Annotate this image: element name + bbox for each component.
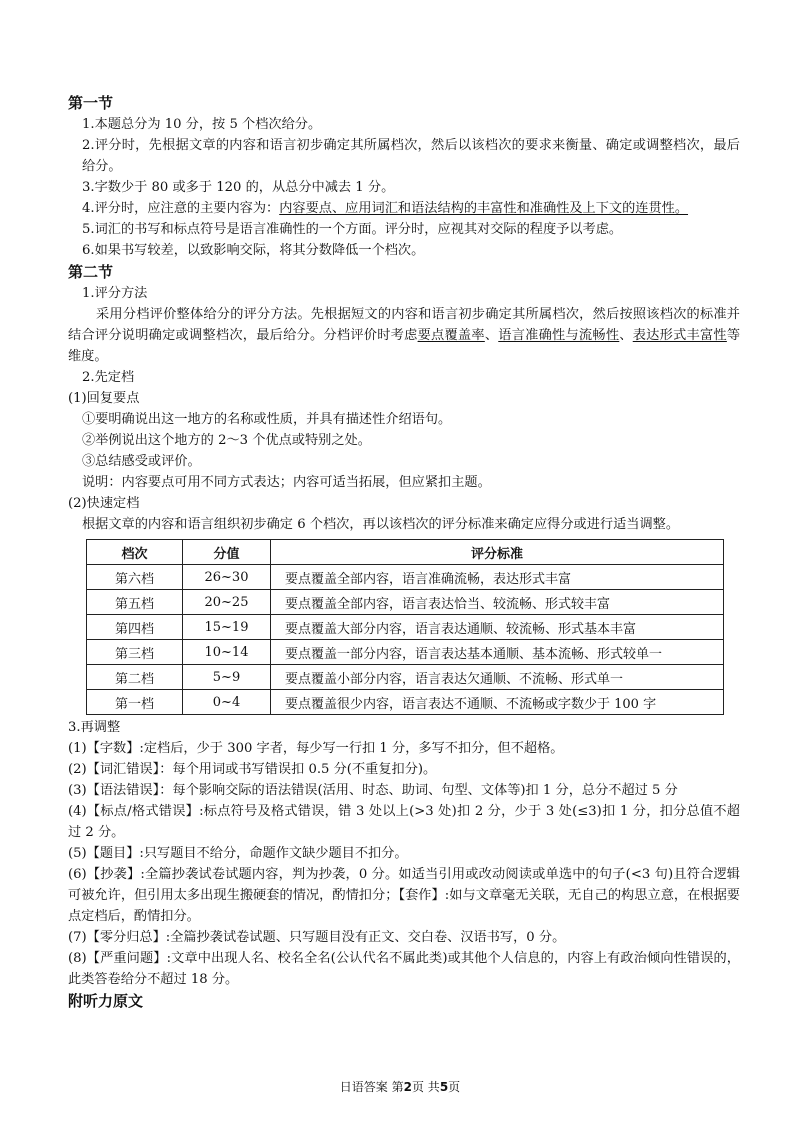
subheading-quick-grade: (2)快速定档 [68,496,140,511]
adjust-rule-7: (7)【零分归总】:全篇抄袭试卷试题、只写题目没有正文、交白卷、汉语书写，0 分。 [68,930,566,945]
score-cell: 5~9 [183,665,271,690]
separator: 、 [619,328,633,343]
table-header-row [87,540,724,565]
level-cell: 第六档 [87,565,183,590]
score-cell: 10~14 [183,640,271,665]
rule-4-underlined: 内容要点、应用词汇和语法结构的丰富性和准确性及上下文的连贯性。 [279,201,689,216]
adjust-rule-1: (1)【字数】:定档后，少于 300 字者，每少写一行扣 1 分，多写不扣分，但不超格。 [68,741,564,756]
method-text-end: 等维度。 [68,328,741,364]
level-cell: 第五档 [87,590,183,615]
rule-4 [68,198,740,219]
document-body [68,92,740,1012]
subheading-key-points: (1)回复要点 [68,391,140,406]
rule-2: 2.评分时，先根据文章的内容和语言初步确定其所属档次，然后以该档次的要求来衡量、确定或调整档次，最后给分。 [82,138,740,174]
method-text: 采用分档评价整体给分的评分方法。先根据短文的内容和语言初步确定其所属档次，然后按照该档次的标准并结合评分说明确定或调整档次，最后给分。分档评价时考虑 [68,307,740,343]
subheading-readjust: 3.再调整 [68,720,121,735]
rule-5: 5.词汇的书写和标点符号是语言准确性的一个方面。评分时，应视其对交际的程度予以考虑。 [82,222,623,237]
table-row [87,640,724,665]
section-3-title: 附听力原文 [68,992,144,1010]
level-cell: 第二档 [87,665,183,690]
page-number: 2 [403,1080,412,1094]
score-cell: 20~25 [183,590,271,615]
subheading-method: 1.评分方法 [82,286,148,301]
table-row [87,590,724,615]
adjust-rule-4: (4)【标点/格式错误】:标点符号及格式错误，错 3 处以上(>3 处)扣 2 分，少于 3 处(≤3)扣 1 分，扣分总值不超过 2 分。 [68,804,740,840]
subheading-grade-first: 2.先定档 [82,370,135,385]
rule-3: 3.字数少于 80 或多于 120 的，从总分中减去 1 分。 [82,180,395,195]
criteria-cell: 要点覆盖小部分内容，语言表达欠通顺、不流畅、形式单一 [271,665,724,690]
criteria-cell: 要点覆盖全部内容，语言准确流畅，表达形式丰富 [271,565,724,590]
rule-4-lead: 4.评分时，应注意的主要内容为： [82,201,280,216]
score-cell: 26~30 [183,565,271,590]
table-row [87,665,724,690]
header-level: 档次 [87,540,183,565]
score-cell: 15~19 [183,615,271,640]
table-row [87,615,724,640]
level-cell: 第三档 [87,640,183,665]
header-criteria: 评分标准 [271,540,724,565]
table-row [87,565,724,590]
dimension-accuracy: 语言准确性与流畅性 [498,328,620,343]
quick-grade-paragraph: 根据文章的内容和语言组织初步确定 6 个档次，再以该档次的评分标准来确定应得分或进行适当调整。 [82,517,680,532]
key-point-2: ②举例说出这个地方的 2～3 个优点或特别之处。 [82,433,371,448]
footer-suffix: 页 [448,1080,461,1094]
section-2-title: 第二节 [68,263,114,281]
rule-6: 6.如果书写较差，以致影响交际，将其分数降低一个档次。 [82,243,425,258]
footer-prefix: 日语答案 第 [339,1080,404,1094]
level-cell: 第四档 [87,615,183,640]
level-cell: 第一档 [87,690,183,715]
separator: 、 [484,328,499,343]
page-footer [0,1078,800,1095]
score-cell: 0~4 [183,690,271,715]
key-point-1: ①要明确说出这一地方的名称或性质，并具有描述性介绍语句。 [82,412,452,427]
adjust-rule-5: (5)【题目】:只写题目不给分，命题作文缺少题目不扣分。 [68,846,408,861]
criteria-cell: 要点覆盖大部分内容，语言表达通顺、较流畅、形式基本丰富 [271,615,724,640]
criteria-cell: 要点覆盖一部分内容，语言表达基本通顺、基本流畅、形式较单一 [271,640,724,665]
adjust-rule-8: (8)【严重问题】:文章中出现人名、校名全名(公认代名不属此类)或其他个人信息的，内容上有政治倾向性错误的，此类答卷给分不超过 18 分。 [68,951,740,987]
adjust-rule-2: (2)【词汇错误】：每个用词或书写错误扣 0.5 分(不重复扣分)。 [68,762,437,777]
table-row [87,690,724,715]
section-1-title: 第一节 [68,94,114,112]
criteria-cell: 要点覆盖很少内容，语言表达不通顺、不流畅或字数少于 100 字 [271,690,724,715]
dimension-coverage: 要点覆盖率 [417,328,485,343]
dimension-richness: 表达形式丰富性 [632,328,727,343]
footer-middle: 页 共 [411,1080,440,1094]
adjust-rule-3: (3)【语法错误】：每个影响交际的语法错误(活用、时态、助词、句型、文体等)扣 1 分，总分不超过 5 分 [68,783,678,798]
note: 说明：内容要点可用不同方式表达；内容可适当拓展，但应紧扣主题。 [82,475,491,490]
rule-1: 1.本题总分为 10 分，按 5 个档次给分。 [82,117,322,132]
adjust-rule-6: (6)【抄袭】:全篇抄袭试卷试题内容，判为抄袭，0 分。如适当引用或改动阅读或单选中的句子(<3 句)且符合逻辑可被允许，但引用太多出现生搬硬套的情况，酌情扣分；【套作】:如与文章毫无关联，无自己的构思立意，在根据要点定档后，酌情扣分。 [68,867,740,924]
header-score: 分值 [183,540,271,565]
key-point-3: ③总结感受或评价。 [82,454,201,469]
page-total: 5 [439,1080,449,1094]
criteria-cell: 要点覆盖全部内容，语言表达恰当、较流畅、形式较丰富 [271,590,724,615]
method-paragraph [68,304,740,367]
grading-table [86,539,724,715]
